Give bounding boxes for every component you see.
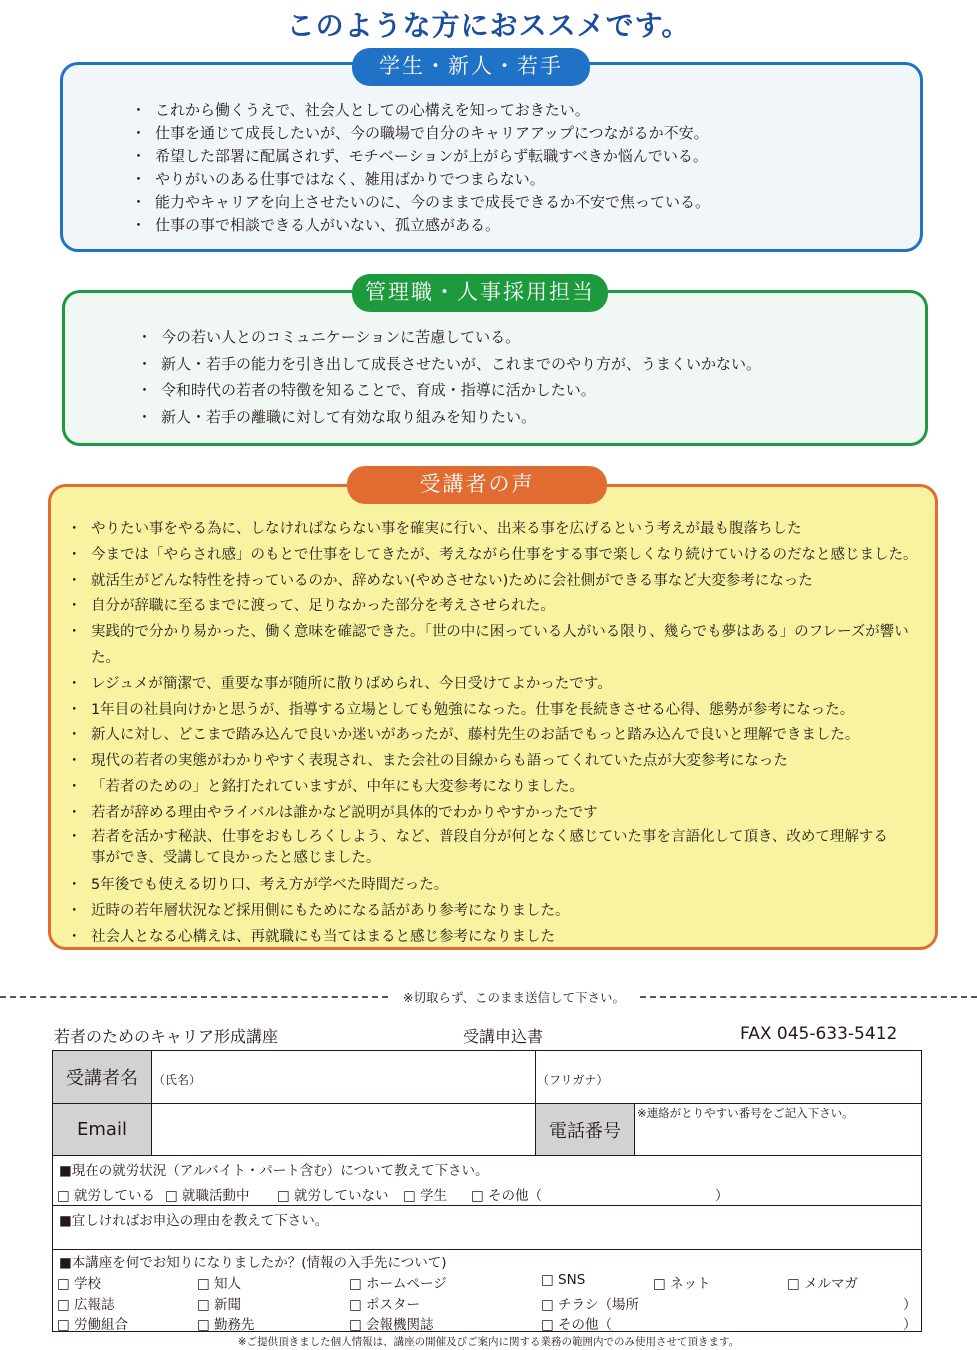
list-item: ・ やりがいのある仕事ではなく、雑用ばかりでつまらない。 (131, 168, 710, 191)
list-item: ・ 自分が辞職に至るまでに渡って、足りなかった部分を考えさせられた。 (67, 594, 927, 620)
employment-option[interactable]: □ 学生 (403, 1188, 448, 1204)
divider (53, 1205, 921, 1206)
reason-question: ■宜しければお申込の理由を教えて下さい。 (59, 1213, 329, 1229)
source-option[interactable]: □ ホームページ (349, 1276, 447, 1292)
list-item: ・ 近時の若年層状況など採用側にもためになる話があり参考になりました。 (67, 899, 927, 925)
form-title: 受講申込書 (463, 1027, 544, 1046)
phone-label: 電話番号 (536, 1104, 634, 1155)
list-item: ・ 今までは「やらされ感」のもとで仕事をしてきたが、考えながら仕事をする事で楽しくなり続けていけるのだなと感じました。 (67, 543, 927, 569)
source-option[interactable]: □ 会報機関誌 (349, 1317, 434, 1333)
name-label: 受講者名 (53, 1051, 151, 1103)
source-other-close: ） (903, 1317, 917, 1333)
application-form (52, 1050, 922, 1332)
employment-option[interactable]: □ 就労している (57, 1188, 156, 1204)
furigana-hint: （フリガナ） (537, 1073, 609, 1087)
list-item: ・ 現代の若者の実態がわかりやすく表現され、また会社の目線からも語ってくれていた点が大変参考になった (67, 749, 927, 775)
employment-other-close: ） (715, 1188, 729, 1204)
source-option[interactable]: □ 学校 (57, 1276, 102, 1292)
reason-input[interactable] (53, 1227, 921, 1249)
list-item: ・ 若者が辞める理由やライバルは誰かなど説明が具体的でわかりやすかったです (67, 801, 927, 827)
testimonials-panel (48, 484, 938, 950)
list-item: ・ レジュメが簡潔で、重要な事が随所に散りばめられ、今日受けてよかったです。 (67, 672, 927, 698)
employment-options (57, 1184, 917, 1204)
list-item: ・ 社会人となる心構えは、再就職にも当てはまると感じ参考になりました (67, 925, 927, 951)
source-option[interactable]: □ チラシ（場所 (541, 1297, 640, 1313)
students-panel (60, 62, 923, 252)
employment-option[interactable]: □ 就職活動中 (165, 1188, 250, 1204)
managers-panel (62, 290, 928, 446)
source-option[interactable]: □ 新聞 (197, 1297, 242, 1313)
list-item: ・ 今の若い人とのコミュニケーションに苦慮している。 (137, 324, 761, 351)
source-question: ■本講座を何でお知りになりましたか？(情報の入手先について) (59, 1255, 447, 1271)
list-item: ・ 新人・若手の離職に対して有効な取り組みを知りたい。 (137, 404, 761, 431)
email-label: Email (53, 1104, 151, 1155)
source-option[interactable]: □ 労働組合 (57, 1317, 129, 1333)
list-item: ・ 実践的で分かり易かった、働く意味を確認できた。「世の中に困っている人がいる限り、幾らでも夢はある」のフレーズが響いた。 (67, 620, 927, 672)
name-input[interactable] (151, 1051, 535, 1103)
phone-input[interactable] (635, 1121, 921, 1155)
cut-line-right (640, 996, 977, 998)
testimonials-list (67, 517, 927, 951)
source-option[interactable]: □ ネット (653, 1276, 711, 1292)
page-headline: このような方におススメです。 (286, 9, 691, 42)
list-item: ・ 能力やキャリアを向上させたいのに、今のままで成長できるか不安で焦っている。 (131, 191, 710, 214)
privacy-note: ※ご提供頂きました個人情報は、講座の開催及びご案内に関する業務の範囲内でのみ使用させて頂きます。 (237, 1336, 740, 1348)
cut-note: ※切取らず、このまま送信して下さい。 (388, 988, 640, 1006)
source-other-close: ） (903, 1297, 917, 1313)
source-option[interactable]: □ 勤務先 (197, 1317, 255, 1333)
list-item: ・ 1年目の社員向けかと思うが、指導する立場としても勉強になった。仕事を長続きさせる心得、態勢が参考になった。 (67, 698, 927, 724)
course-name: 若者のためのキャリア形成講座 (54, 1027, 279, 1046)
source-options (57, 1272, 917, 1333)
list-item: ・ 希望した部署に配属されず、モチベーションが上がらず転職すべきか悩んでいる。 (131, 145, 710, 168)
employment-option[interactable]: □ その他（ (471, 1188, 543, 1204)
source-option[interactable]: □ SNS (541, 1272, 586, 1288)
list-item: ・ 若者を活かす秘訣、仕事をおもしろくしよう、など、普段自分が何となく感じていた事を言語化して頂き、改めて理解する事ができ、受講して良かったと感じました。 (67, 827, 891, 874)
email-input[interactable] (152, 1104, 535, 1155)
source-option[interactable]: □ メルマガ (787, 1276, 859, 1292)
managers-list (137, 324, 761, 430)
managers-panel-title: 管理職・人事採用担当 (352, 274, 608, 312)
list-item: ・ 新人に対し、どこまで踏み込んで良いか迷いがあったが、藤村先生のお話でもっと踏み込んで良いと理解できました。 (67, 723, 927, 749)
students-list (131, 99, 710, 237)
source-option[interactable]: □ 知人 (197, 1276, 242, 1292)
list-item: ・ 就活生がどんな特性を持っているのか、辞めない(やめさせない)ために会社側ができる事など大変参考になった (67, 569, 927, 595)
list-item: ・ やりたい事をやる為に、しなければならない事を確実に行い、出来る事を広げるという考えが最も腹落ちした (67, 517, 927, 543)
source-option[interactable]: □ その他（ (541, 1317, 613, 1333)
name-hint: （氏名） (153, 1073, 202, 1087)
list-item: ・ 仕事を通じて成長したいが、今の職場で自分のキャリアアップにつながるか不安。 (131, 122, 710, 145)
source-option[interactable]: □ 広報誌 (57, 1297, 115, 1313)
divider (53, 1155, 921, 1156)
list-item: ・ これから働くうえで、社会人としての心構えを知っておきたい。 (131, 99, 710, 122)
list-item: ・ 新人・若手の能力を引き出して成長させたいが、これまでのやり方が、うまくいかない。 (137, 351, 761, 378)
testimonials-panel-title: 受講者の声 (347, 466, 607, 504)
list-item: ・ 仕事の事で相談できる人がいない、孤立感がある。 (131, 214, 710, 237)
list-item: ・ 5年後でも使える切り口、考え方が学べた時間だった。 (67, 873, 927, 899)
divider (53, 1249, 921, 1250)
list-item: ・ 令和時代の若者の特徴を知ることで、育成・指導に活かしたい。 (137, 377, 761, 404)
employment-option[interactable]: □ 就労していない (277, 1188, 389, 1204)
source-option[interactable]: □ ポスター (349, 1297, 421, 1313)
employment-question: ■現在の就労状況（アルバイト・パート含む）について教えて下さい。 (59, 1163, 489, 1179)
students-panel-title: 学生・新人・若手 (352, 48, 590, 86)
phone-note: ※連絡がとりやすい番号をご記入下さい。 (637, 1106, 854, 1120)
fax-number: FAX 045-633-5412 (740, 1024, 898, 1044)
list-item: ・ 「若者のための」と銘打たれていますが、中年にも大変参考になりました。 (67, 775, 927, 801)
cut-line-left (0, 996, 388, 998)
furigana-input[interactable] (535, 1051, 921, 1103)
